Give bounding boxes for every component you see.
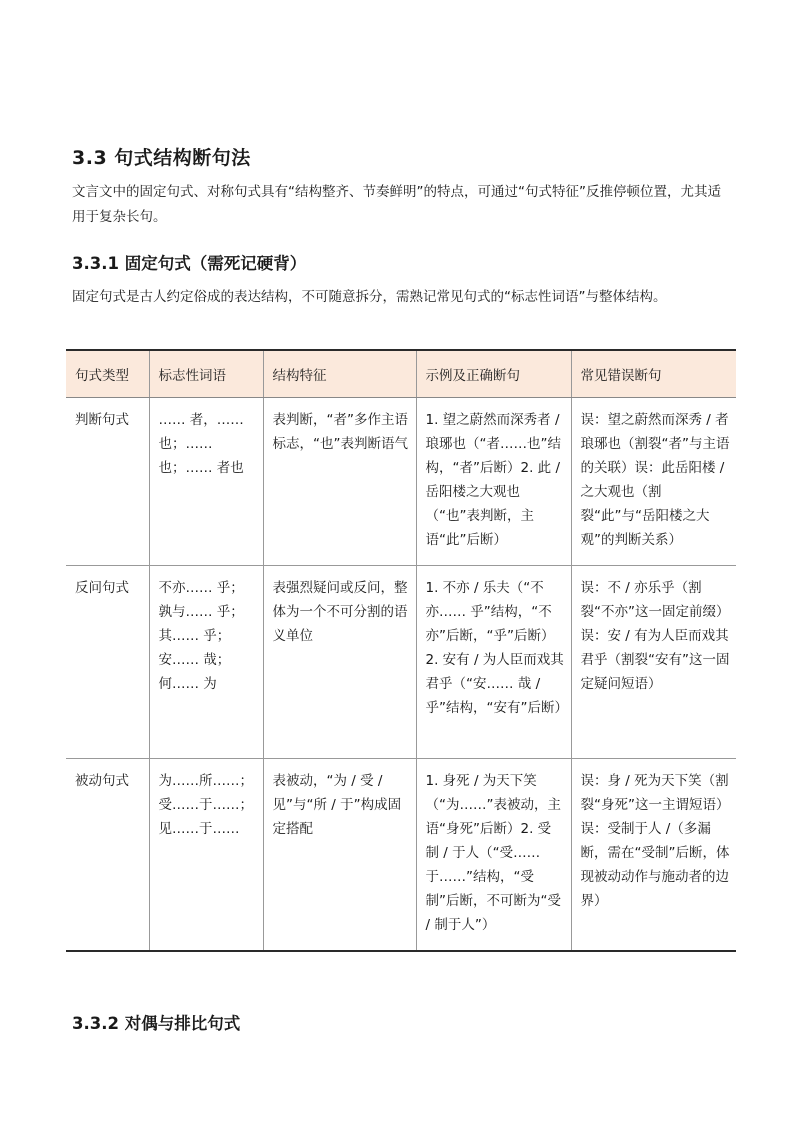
cell-feature: 表被动，“为 / 受 / 见”与“所 / 于”构成固定搭配 <box>263 759 416 952</box>
subsection-title-fixed-patterns: 3.3.1 固定句式（需死记硬背） <box>72 254 307 273</box>
section-intro: 文言文中的固定句式、对称句式具有“结构整齐、节奏鲜明”的特点，可通过“句式特征”反推停顿位置，尤其适用于复杂长句。 <box>72 184 721 225</box>
table-row <box>66 398 736 566</box>
cell-markers: 为……所……；受……于……；见……于…… <box>149 759 263 952</box>
cell-example: 1. 身死 / 为天下笑（“为……”表被动，主语“身死”后断）2. 受制 / 于人（“受……于……”结构，“受制”后断，不可断为“受 / 制于人”） <box>416 759 571 952</box>
header-example: 示例及正确断句 <box>416 350 571 398</box>
cell-feature: 表判断，“者”多作主语标志，“也”表判断语气 <box>263 398 416 566</box>
cell-error: 误：望之蔚然而深秀 / 者琅琊也（割裂“者”与主语的关联）误：此岳阳楼 / 之大观也（割裂“此”与“岳阳楼之大观”的判断关系） <box>571 398 736 566</box>
cell-feature: 表强烈疑问或反问，整体为一个不可分割的语义单位 <box>263 566 416 759</box>
cell-example: 1. 不亦 / 乐夫（“不亦…… 乎”结构，“不亦”后断，“乎”后断）2. 安有 / 为人臣而戏其君乎（“安…… 哉 / 乎”结构，“安有”后断） <box>416 566 571 759</box>
cell-markers: 不亦…… 乎；孰与…… 乎；其…… 乎；安…… 哉；何…… 为 <box>149 566 263 759</box>
header-pattern-type: 句式类型 <box>66 350 149 398</box>
cell-example: 1. 望之蔚然而深秀者 / 琅琊也（“者……也”结构，“者”后断）2. 此 / 岳阳楼之大观也（“也”表判断，主语“此”后断） <box>416 398 571 566</box>
cell-error: 误：身 / 死为天下笑（割裂“身死”这一主谓短语）误：受制于人 /（多漏断，需在“受制”后断，体现被动动作与施动者的边界） <box>571 759 736 952</box>
table-header-row <box>66 350 736 398</box>
header-marker-words: 标志性词语 <box>149 350 263 398</box>
header-structure-feature: 结构特征 <box>263 350 416 398</box>
cell-type: 判断句式 <box>66 398 149 566</box>
sentence-pattern-table <box>66 349 736 952</box>
table-row <box>66 759 736 952</box>
subsection-title-parallel-patterns: 3.3.2 对偶与排比句式 <box>72 1014 241 1033</box>
cell-type: 反问句式 <box>66 566 149 759</box>
subsection-intro-fixed-patterns: 固定句式是古人约定俗成的表达结构，不可随意拆分，需熟记常见句式的“标志性词语”与整体结构。 <box>72 289 667 305</box>
table-row <box>66 566 736 759</box>
cell-type: 被动句式 <box>66 759 149 952</box>
cell-markers: …… 者，…… 也；…… 也；…… 者也 <box>149 398 263 566</box>
section-title: 3.3 句式结构断句法 <box>72 147 251 169</box>
header-common-error: 常见错误断句 <box>571 350 736 398</box>
cell-error: 误：不 / 亦乐乎（割裂“不亦”这一固定前缀）误：安 / 有为人臣而戏其君乎（割裂“安有”这一固定疑问短语） <box>571 566 736 759</box>
